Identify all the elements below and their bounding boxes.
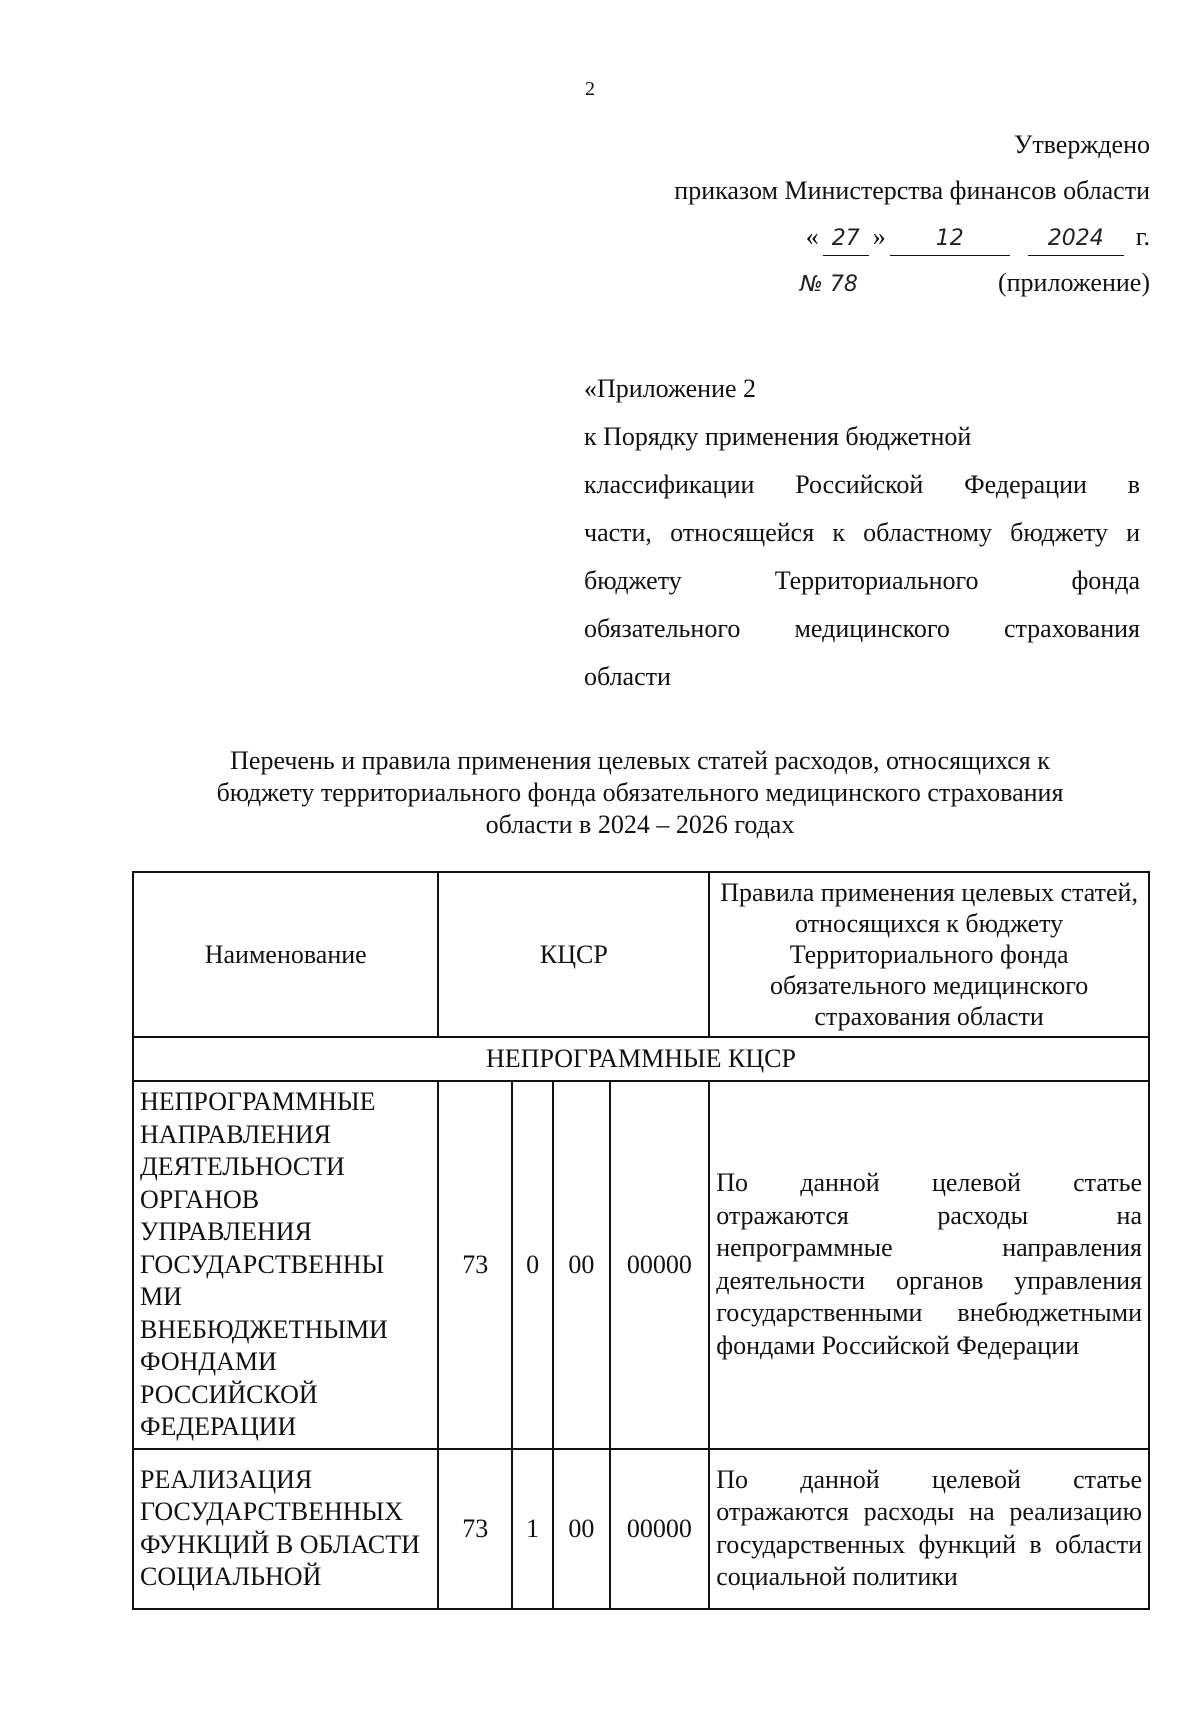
appendix-line: «Приложение 2 [584,374,757,403]
order-day: 27 [823,225,869,256]
page-number: 2 [585,78,595,100]
row-name: НЕПРОГРАММНЫЕ НАПРАВЛЕНИЯ ДЕЯТЕЛЬНОСТИ ОРГАНОВ УПРАВЛЕНИЯ ГОСУДАРСТВЕННЫ МИ ВНЕБЮДЖЕТНЫМИ ФОНДАМИ РОССИЙСКОЙ ФЕДЕРАЦИИ [133,1081,438,1449]
appendix-line: области [584,662,671,691]
table-row [133,1081,1149,1449]
order-number: № 78 [800,272,858,297]
header-rules: Правила применения целевых статей, относящихся к бюджету Территориального фонда обязательного медицинского страхования области [709,872,1149,1037]
appendix-reference [584,365,1140,701]
header-code: КЦСР [438,872,709,1037]
approval-block [590,122,1150,308]
code-program: 73 [438,1081,512,1449]
table-header-row [133,872,1149,1037]
row-rule: По данной целевой статье отражаются расходы на непрограммные направления деятельности органов управления государственными внебюджетными фондами Российской Федерации [709,1081,1149,1449]
order-month: 12 [890,225,1010,256]
appendix-line: обязательного медицинского страхования [584,614,1140,643]
quote-close: » [872,222,886,251]
code-direction: 00000 [610,1449,710,1609]
quote-open: « [805,222,819,251]
appendix-line: к Порядку применения бюджетной [584,422,972,451]
row-name: РЕАЛИЗАЦИЯ ГОСУДАРСТВЕННЫХ ФУНКЦИЙ В ОБЛАСТИ СОЦИАЛЬНОЙ [133,1449,438,1609]
order-year: 2024 [1028,225,1124,256]
appendix-line: бюджету Территориального фонда [584,566,1140,595]
title-line: Перечень и правила применения целевых статей расходов, относящихся к [230,746,1050,775]
code-subprogram: 1 [512,1449,553,1609]
order-date [590,214,1150,260]
section-row [133,1037,1149,1081]
code-subprogram: 0 [512,1081,553,1449]
code-program: 73 [438,1449,512,1609]
attachment-label: (приложение) [997,268,1150,297]
title-line: области в 2024 – 2026 годах [485,810,795,839]
code-direction: 00000 [610,1081,710,1449]
header-name: Наименование [133,872,438,1037]
order-authority: приказом Министерства финансов области [674,176,1150,205]
row-rule: По данной целевой статье отражаются расходы на реализацию государственных функций в области социальной политики [709,1449,1149,1609]
document-title [70,745,1200,841]
order-number-line [800,260,1150,308]
title-line: бюджету территориального фонда обязательного медицинского страхования [216,778,1064,807]
appendix-line: части, относящейся к областному бюджету и [584,518,1140,547]
code-main-event: 00 [553,1449,609,1609]
approved-label: Утверждено [1013,130,1150,159]
appendix-line: классификации Российской Федерации в [584,470,1140,499]
target-articles-table [132,871,1150,1610]
code-main-event: 00 [553,1081,609,1449]
section-title: НЕПРОГРАММНЫЕ КЦСР [133,1037,1149,1081]
table-row [133,1449,1149,1609]
year-suffix: г. [1135,222,1150,251]
